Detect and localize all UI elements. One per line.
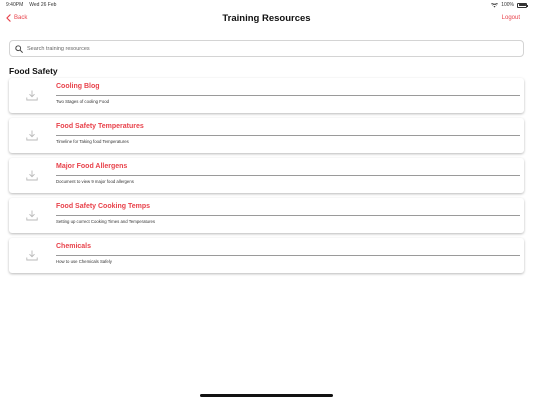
resource-description: Two Stages of cooling Food (56, 99, 110, 104)
resource-description: How to use Chemicals Safely (56, 259, 112, 264)
resource-title: Food Safety Temperatures (56, 123, 144, 130)
status-date: Wed 26 Feb (29, 2, 57, 8)
download-icon (26, 130, 38, 141)
search-box[interactable] (9, 40, 524, 57)
resource-title: Major Food Allergens (56, 163, 128, 170)
resource-title: Food Safety Cooking Temps (56, 203, 150, 210)
wifi-icon (491, 3, 498, 8)
resource-card-food-safety-cooking-temps[interactable] (9, 198, 524, 233)
card-divider (56, 175, 520, 176)
nav-bar (0, 10, 533, 30)
section-title: Food Safety (9, 66, 58, 76)
resource-description: Timeline for Taking food Temperatures (56, 139, 129, 144)
download-icon (26, 250, 38, 261)
download-icon (26, 210, 38, 221)
logout-button[interactable]: Logout (501, 15, 520, 21)
status-left (6, 2, 56, 8)
battery-percent: 100% (501, 2, 514, 8)
resource-card-major-food-allergens[interactable] (9, 158, 524, 193)
search-input[interactable] (27, 46, 507, 52)
card-divider (56, 95, 520, 96)
status-right (491, 2, 527, 8)
battery-icon (517, 3, 527, 8)
status-time: 9:40PM (6, 2, 24, 8)
resource-description: Setting up correct Cooking Times and Temperatures (56, 219, 156, 224)
back-label: Back (14, 15, 28, 21)
card-divider (56, 135, 520, 136)
resource-title: Cooling Blog (56, 83, 100, 90)
resource-card-chemicals[interactable] (9, 238, 524, 273)
search-icon (15, 45, 23, 53)
resource-description: Document to view 9 major food allergens (56, 179, 134, 184)
resource-card-food-safety-temperatures[interactable] (9, 118, 524, 153)
download-icon (26, 170, 38, 181)
status-bar (0, 0, 533, 10)
download-icon (26, 90, 38, 101)
card-divider (56, 255, 520, 256)
resource-title: Chemicals (56, 243, 92, 250)
resource-list (9, 78, 524, 278)
page-title: Training Resources (222, 13, 311, 24)
card-divider (56, 215, 520, 216)
home-indicator[interactable] (200, 394, 333, 397)
resource-card-cooling-blog[interactable] (9, 78, 524, 113)
